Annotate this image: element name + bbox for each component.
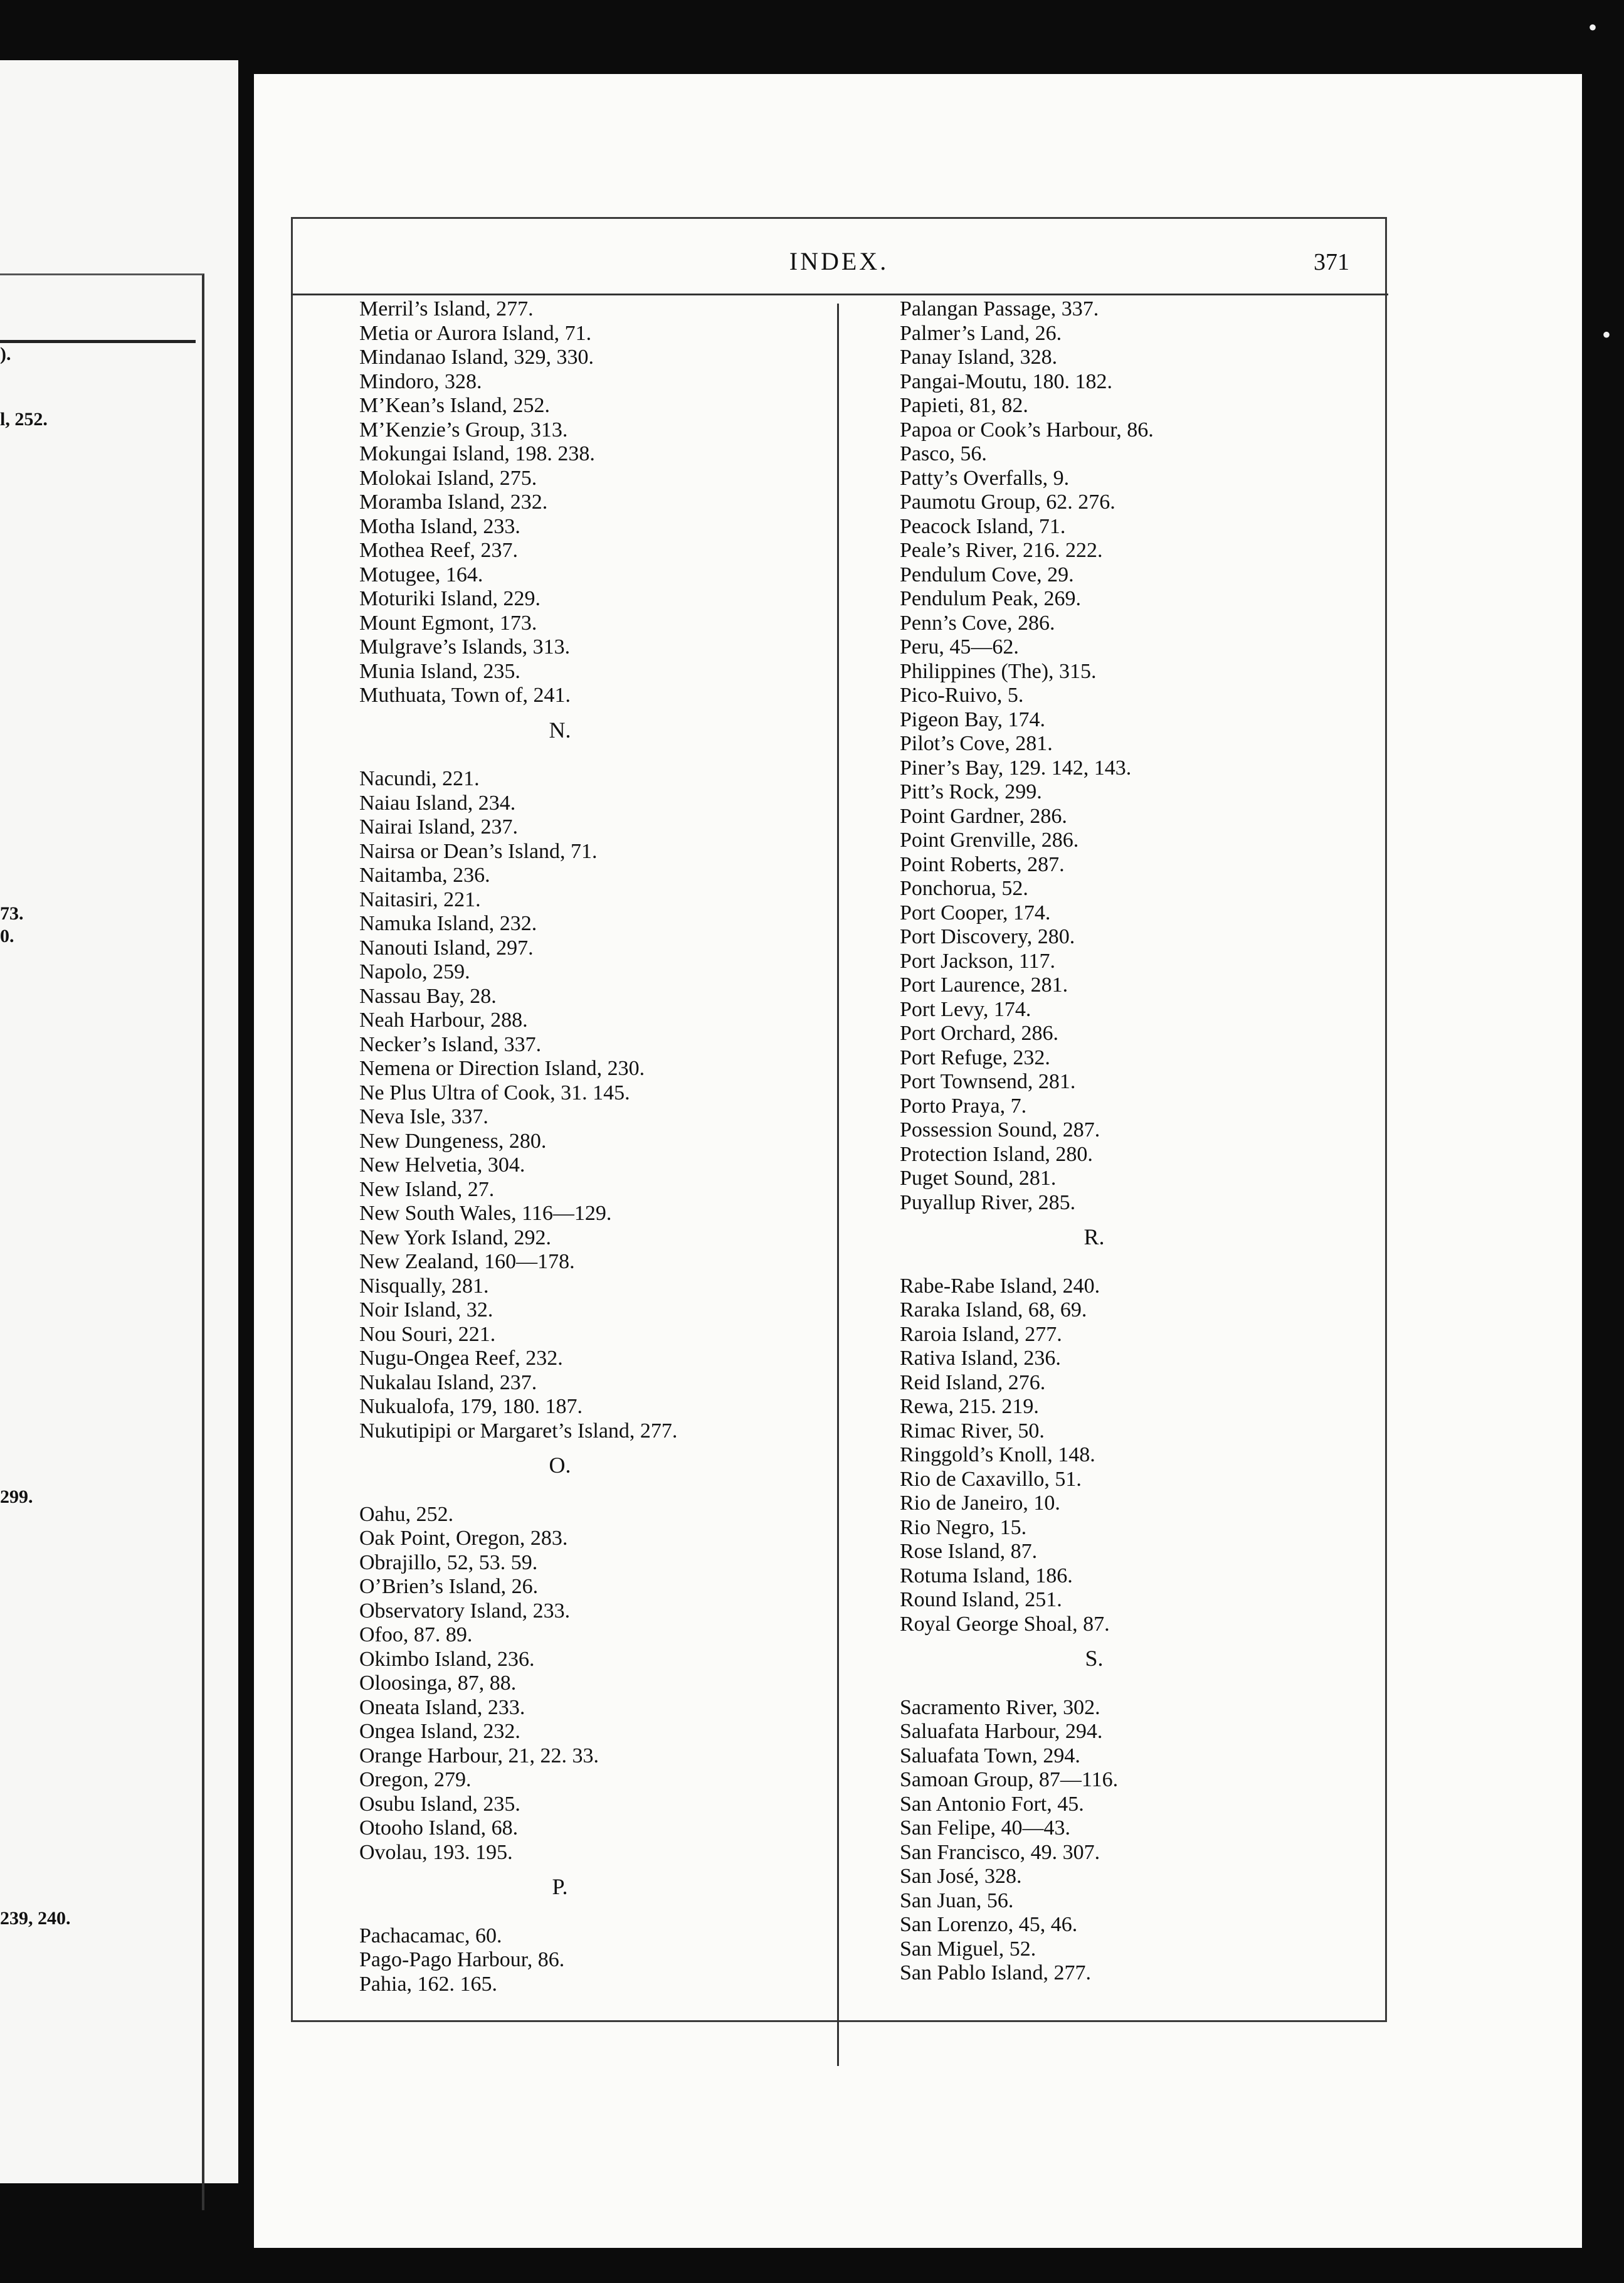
index-entry: San Francisco, 49. 307. <box>900 1840 1100 1864</box>
index-entry: Neva Isle, 337. <box>359 1105 488 1128</box>
index-page <box>254 74 1582 2248</box>
index-entry: Protection Island, 280. <box>900 1142 1093 1166</box>
index-entry: Nemena or Direction Island, 230. <box>359 1057 645 1080</box>
index-entry: New Island, 27. <box>359 1177 495 1201</box>
index-entry: Nou Souri, 221. <box>359 1322 496 1346</box>
index-entry: Nukalau Island, 237. <box>359 1370 537 1394</box>
index-entry: Peacock Island, 71. <box>900 514 1066 538</box>
section-letter: P. <box>552 1874 568 1899</box>
index-entry: Rotuma Island, 186. <box>900 1564 1073 1587</box>
index-entry: M’Kean’s Island, 252. <box>359 394 551 417</box>
index-entry: Nanouti Island, 297. <box>359 936 534 960</box>
index-entry: Ofoo, 87. 89. <box>359 1623 473 1646</box>
section-letter: N. <box>549 717 571 743</box>
index-entry: Oloosinga, 87, 88. <box>359 1671 517 1695</box>
index-entry: New South Wales, 116—129. <box>359 1202 612 1225</box>
index-entry: Nassau Bay, 28. <box>359 984 497 1008</box>
index-entry: Peale’s River, 216. 222. <box>900 539 1103 562</box>
index-entry: San Juan, 56. <box>900 1888 1014 1912</box>
index-entry: Okimbo Island, 236. <box>359 1647 535 1671</box>
column-divider <box>837 304 839 2066</box>
index-entry: Rativa Island, 236. <box>900 1347 1061 1370</box>
index-entry: Otooho Island, 68. <box>359 1816 519 1840</box>
index-entry: Nairsa or Dean’s Island, 71. <box>359 839 598 863</box>
previous-page-text-fragment: 73. <box>0 903 24 924</box>
index-entry: Port Townsend, 281. <box>900 1070 1076 1093</box>
index-entry: Peru, 45—62. <box>900 635 1019 659</box>
index-entry: Port Cooper, 174. <box>900 901 1051 924</box>
index-entry: Pangai-Moutu, 180. 182. <box>900 369 1113 393</box>
index-column-right <box>900 297 1389 1986</box>
index-entry: Motugee, 164. <box>359 563 483 586</box>
section-letter: S. <box>1085 1646 1104 1671</box>
previous-page-header-rule <box>0 340 196 343</box>
index-entry: Nukualofa, 179, 180. 187. <box>359 1395 583 1418</box>
index-entry: Ringgold’s Knoll, 148. <box>900 1443 1095 1466</box>
scan-mark: • <box>1588 13 1598 41</box>
index-entry: Observatory Island, 233. <box>359 1599 571 1623</box>
index-entry: Naiau Island, 234. <box>359 791 516 815</box>
index-entry: Palmer’s Land, 26. <box>900 321 1062 345</box>
index-entry: Point Gardner, 286. <box>900 804 1067 828</box>
index-entry: Oregon, 279. <box>359 1768 472 1791</box>
index-entry: Metia or Aurora Island, 71. <box>359 321 592 345</box>
index-entry: New Dungeness, 280. <box>359 1129 547 1153</box>
index-entry: Ponchorua, 52. <box>900 877 1028 900</box>
index-entry: Namuka Island, 232. <box>359 912 537 935</box>
index-entry: Porto Praya, 7. <box>900 1094 1027 1118</box>
index-entry: Pico-Ruivo, 5. <box>900 684 1024 707</box>
index-entry: Molokai Island, 275. <box>359 466 537 490</box>
index-entry: Rose Island, 87. <box>900 1540 1038 1563</box>
section-letter: R. <box>1084 1224 1105 1249</box>
index-entry: Moramba Island, 232. <box>359 490 548 514</box>
index-entry: San Miguel, 52. <box>900 1937 1036 1961</box>
index-entry: San José, 328. <box>900 1865 1022 1888</box>
index-entry: Piner’s Bay, 129. 142, 143. <box>900 756 1132 780</box>
index-entry: Rio Negro, 15. <box>900 1515 1027 1539</box>
index-entry: Sacramento River, 302. <box>900 1695 1100 1719</box>
index-entry: Papoa or Cook’s Harbour, 86. <box>900 418 1154 442</box>
index-entry: Osubu Island, 235. <box>359 1792 520 1816</box>
previous-page-text-fragment: 239, 240. <box>0 1908 71 1929</box>
index-entry: Samoan Group, 87—116. <box>900 1768 1119 1791</box>
index-entry: Port Levy, 174. <box>900 997 1031 1021</box>
running-title: INDEX. <box>789 247 889 275</box>
index-entry: O’Brien’s Island, 26. <box>359 1575 539 1598</box>
index-entry: Patty’s Overfalls, 9. <box>900 466 1070 490</box>
index-entry: San Lorenzo, 45, 46. <box>900 1913 1078 1936</box>
index-column-left <box>359 297 823 1996</box>
index-entry: Munia Island, 235. <box>359 659 520 683</box>
scan-mark: • <box>1602 320 1611 349</box>
index-entry: Rewa, 215. 219. <box>900 1395 1039 1418</box>
header-rule <box>291 294 1388 295</box>
index-entry: Oneata Island, 233. <box>359 1695 525 1719</box>
index-entry: Nacundi, 221. <box>359 767 480 790</box>
index-entry: Puget Sound, 281. <box>900 1167 1057 1190</box>
scan-border <box>1583 0 1624 2283</box>
index-entry: Port Jackson, 117. <box>900 949 1056 973</box>
index-entry: Ovolau, 193. 195. <box>359 1840 513 1864</box>
index-entry: Mindoro, 328. <box>359 369 482 393</box>
previous-page-text-fragment: ). <box>0 344 11 364</box>
index-entry: Port Orchard, 286. <box>900 1022 1059 1045</box>
index-entry: Rio de Caxavillo, 51. <box>900 1467 1082 1491</box>
index-entry: Oahu, 252. <box>359 1502 454 1526</box>
index-entry: Point Roberts, 287. <box>900 852 1065 876</box>
page-number: 371 <box>1314 249 1349 275</box>
index-entry: Pago-Pago Harbour, 86. <box>359 1948 565 1971</box>
index-entry: Necker’s Island, 337. <box>359 1032 542 1056</box>
previous-page-text-fragment: 299. <box>0 1486 33 1507</box>
index-entry: Pasco, 56. <box>900 442 987 465</box>
index-entry: Pitt’s Rock, 299. <box>900 780 1042 803</box>
index-entry: Muthuata, Town of, 241. <box>359 684 571 707</box>
index-entry: Reid Island, 276. <box>900 1370 1046 1394</box>
index-entry: Philippines (The), 315. <box>900 659 1097 683</box>
index-entry: Royal George Shoal, 87. <box>900 1612 1110 1636</box>
index-entry: Port Laurence, 281. <box>900 973 1068 997</box>
index-entry: Saluafata Town, 294. <box>900 1744 1080 1767</box>
index-entry: Pachacamac, 60. <box>359 1924 502 1947</box>
index-entry: Paumotu Group, 62. 276. <box>900 490 1115 514</box>
index-entry: Port Refuge, 232. <box>900 1046 1050 1069</box>
index-entry: Moturiki Island, 229. <box>359 587 540 610</box>
index-entry: Obrajillo, 52, 53. 59. <box>359 1550 538 1574</box>
index-entry: Penn’s Cove, 286. <box>900 611 1055 635</box>
index-entry: Pilot’s Cove, 281. <box>900 732 1053 755</box>
index-entry: Neah Harbour, 288. <box>359 1009 528 1032</box>
index-entry: San Pablo Island, 277. <box>900 1961 1092 1984</box>
index-entry: Mindanao Island, 329, 330. <box>359 346 594 369</box>
index-entry: Papieti, 81, 82. <box>900 394 1028 417</box>
index-entry: Saluafata Harbour, 294. <box>900 1720 1103 1743</box>
index-entry: Possession Sound, 287. <box>900 1118 1100 1142</box>
index-entry: Pahia, 162. 165. <box>359 1972 498 1996</box>
index-entry: Ne Plus Ultra of Cook, 31. 145. <box>359 1081 630 1104</box>
index-entry: Rio de Janeiro, 10. <box>900 1491 1060 1515</box>
index-entry: Mothea Reef, 237. <box>359 539 519 562</box>
index-entry: Raraka Island, 68, 69. <box>900 1298 1087 1322</box>
index-entry: Nugu-Ongea Reef, 232. <box>359 1347 563 1370</box>
previous-page <box>0 60 238 2183</box>
section-letter: O. <box>549 1453 571 1478</box>
index-entry: Nukutipipi or Margaret’s Island, 277. <box>359 1419 678 1443</box>
index-entry: Ongea Island, 232. <box>359 1720 520 1743</box>
index-entry: New Zealand, 160—178. <box>359 1250 575 1273</box>
index-entry: Point Grenville, 286. <box>900 829 1079 852</box>
index-entry: Nairai Island, 237. <box>359 815 519 839</box>
index-entry: Rimac River, 50. <box>900 1419 1045 1443</box>
index-entry: Merril’s Island, 277. <box>359 297 534 320</box>
index-entry: Orange Harbour, 21, 22. 33. <box>359 1744 599 1767</box>
index-entry: New York Island, 292. <box>359 1226 551 1249</box>
index-entry: New Helvetia, 304. <box>359 1153 525 1177</box>
index-entry: Oak Point, Oregon, 283. <box>359 1527 568 1550</box>
index-entry: Mulgrave’s Islands, 313. <box>359 635 571 659</box>
index-entry: Port Discovery, 280. <box>900 925 1075 948</box>
index-entry: M’Kenzie’s Group, 313. <box>359 418 568 442</box>
index-entry: Naitasiri, 221. <box>359 887 481 911</box>
index-entry: Napolo, 259. <box>359 960 470 983</box>
index-entry: San Felipe, 40—43. <box>900 1816 1070 1840</box>
index-entry: Panay Island, 328. <box>900 346 1058 369</box>
index-entry: Pendulum Peak, 269. <box>900 587 1081 610</box>
index-entry: Palangan Passage, 337. <box>900 297 1099 320</box>
index-entry: Pendulum Cove, 29. <box>900 563 1074 586</box>
index-entry: Mokungai Island, 198. 238. <box>359 442 595 465</box>
previous-page-text-fragment: l, 252. <box>0 409 48 430</box>
index-entry: San Antonio Fort, 45. <box>900 1792 1084 1816</box>
index-entry: Mount Egmont, 173. <box>359 611 537 635</box>
index-entry: Pigeon Bay, 174. <box>900 707 1046 731</box>
index-entry: Rabe-Rabe Island, 240. <box>900 1274 1100 1298</box>
index-entry: Raroia Island, 277. <box>900 1322 1062 1346</box>
index-entry: Naitamba, 236. <box>359 864 490 887</box>
index-entry: Nisqually, 281. <box>359 1274 489 1298</box>
index-entry: Round Island, 251. <box>900 1588 1062 1611</box>
previous-page-text-fragment: 0. <box>0 926 14 946</box>
index-entry: Puyallup River, 285. <box>900 1190 1076 1214</box>
index-entry: Noir Island, 32. <box>359 1298 493 1322</box>
index-entry: Motha Island, 233. <box>359 514 520 538</box>
